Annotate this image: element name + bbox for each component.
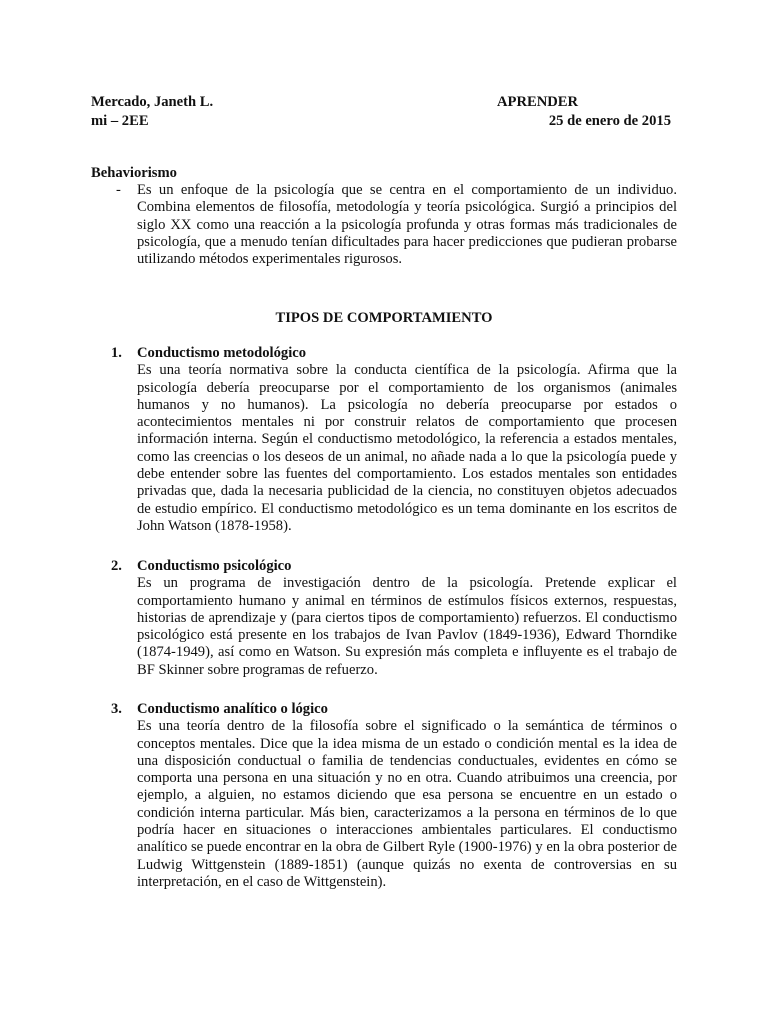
- intro-heading: Behaviorismo: [91, 165, 177, 181]
- list-item-number: 1.: [111, 345, 122, 361]
- list-item-text: Es un programa de investigación dentro de la psicología. Pretende explicar el comportamiento humano y animal en términos de estímulos físicos externos, respuestas, historias de aprendizaje y (para ciertos tipos de comportamiento) refuerzos. El conductismo psicológico está presente en los trabajos de Ivan Pavlov (1849-1936), Edward Thorndike (1874-1949), así como en Watson. Su expresión más completa e influyente es el trabajo de BF Skinner sobre programas de refuerzo.: [137, 575, 677, 678]
- list-item-1: [111, 345, 677, 535]
- student-group: mi – 2EE: [91, 113, 149, 129]
- document-date: 25 de enero de 2015: [548, 113, 671, 129]
- list-item-number: 2.: [111, 558, 122, 574]
- list-item-text: Es una teoría normativa sobre la conducta científica de la psicología. Afirma que la psicología debería preocuparse por el comportamiento de los organismos (animales humanos y no humanos). La psicología no debería preocuparse por estados o acontecimientos mentales ni por construir relatos de comportamiento que procesen información interna. Según el conductismo metodológico, la referencia a estados mentales, como las creencias o los deseos de un animal, no añade nada a lo que la psicología puede y debe entender sobre las fuentes del comportamiento. Los estados mentales son entidades privadas que, dada la necesaria publicidad de la ciencia, no constituyen objetos adecuados de estudio empírico. El conductismo metodológico es un tema dominante en los escritos de John Watson (1878-1958).: [137, 362, 677, 534]
- list-item-number: 3.: [111, 701, 122, 717]
- list-item-title: Conductismo analítico o lógico: [137, 701, 328, 717]
- bullet-dash: -: [116, 182, 121, 198]
- subject-label: APRENDER: [497, 94, 579, 110]
- intro-paragraph: [91, 182, 677, 268]
- list-item-title: Conductismo metodológico: [137, 345, 307, 361]
- section-title: TIPOS DE COMPORTAMIENTO: [275, 310, 493, 326]
- intro-text: Es un enfoque de la psicología que se centra en el comportamiento de un individuo. Combina elementos de filosofía, metodología y teoría psicológica. Surgió a principios del siglo XX como una reacción a la psicología profunda y otras formas más tradicionales de psicología, que a menudo tenían dificultades para hacer predicciones que pudieran probarse utilizando métodos experimentales rigurosos.: [137, 182, 677, 268]
- list-item-2: [111, 558, 677, 679]
- list-item-text: Es una teoría dentro de la filosofía sobre el significado o la semántica de términos o conceptos mentales. Dice que la idea misma de un estado o condición mental es la idea de una disposición conductual o familia de tendencias conductuales, evidentes en cómo se comporta una persona en una situación y no en otra. Cuando atribuimos una creencia, por ejemplo, a alguien, no estamos diciendo que esa persona se encuentre en un estado o condición interna particular. Más bien, caracterizamos a la persona en términos de lo que podría hacer en situaciones o interacciones ambientales particulares. El conductismo analítico se puede encontrar en la obra de Gilbert Ryle (1900-1976) y en la obra posterior de Ludwig Wittgenstein (1889-1851) (aunque quizás no exenta de controversias en su interpretación, en el caso de Wittgenstein).: [137, 718, 677, 890]
- list-item-title: Conductismo psicológico: [137, 558, 292, 574]
- list-item-3: [111, 701, 677, 891]
- document-header: [91, 94, 671, 132]
- student-name: Mercado, Janeth L.: [91, 94, 214, 110]
